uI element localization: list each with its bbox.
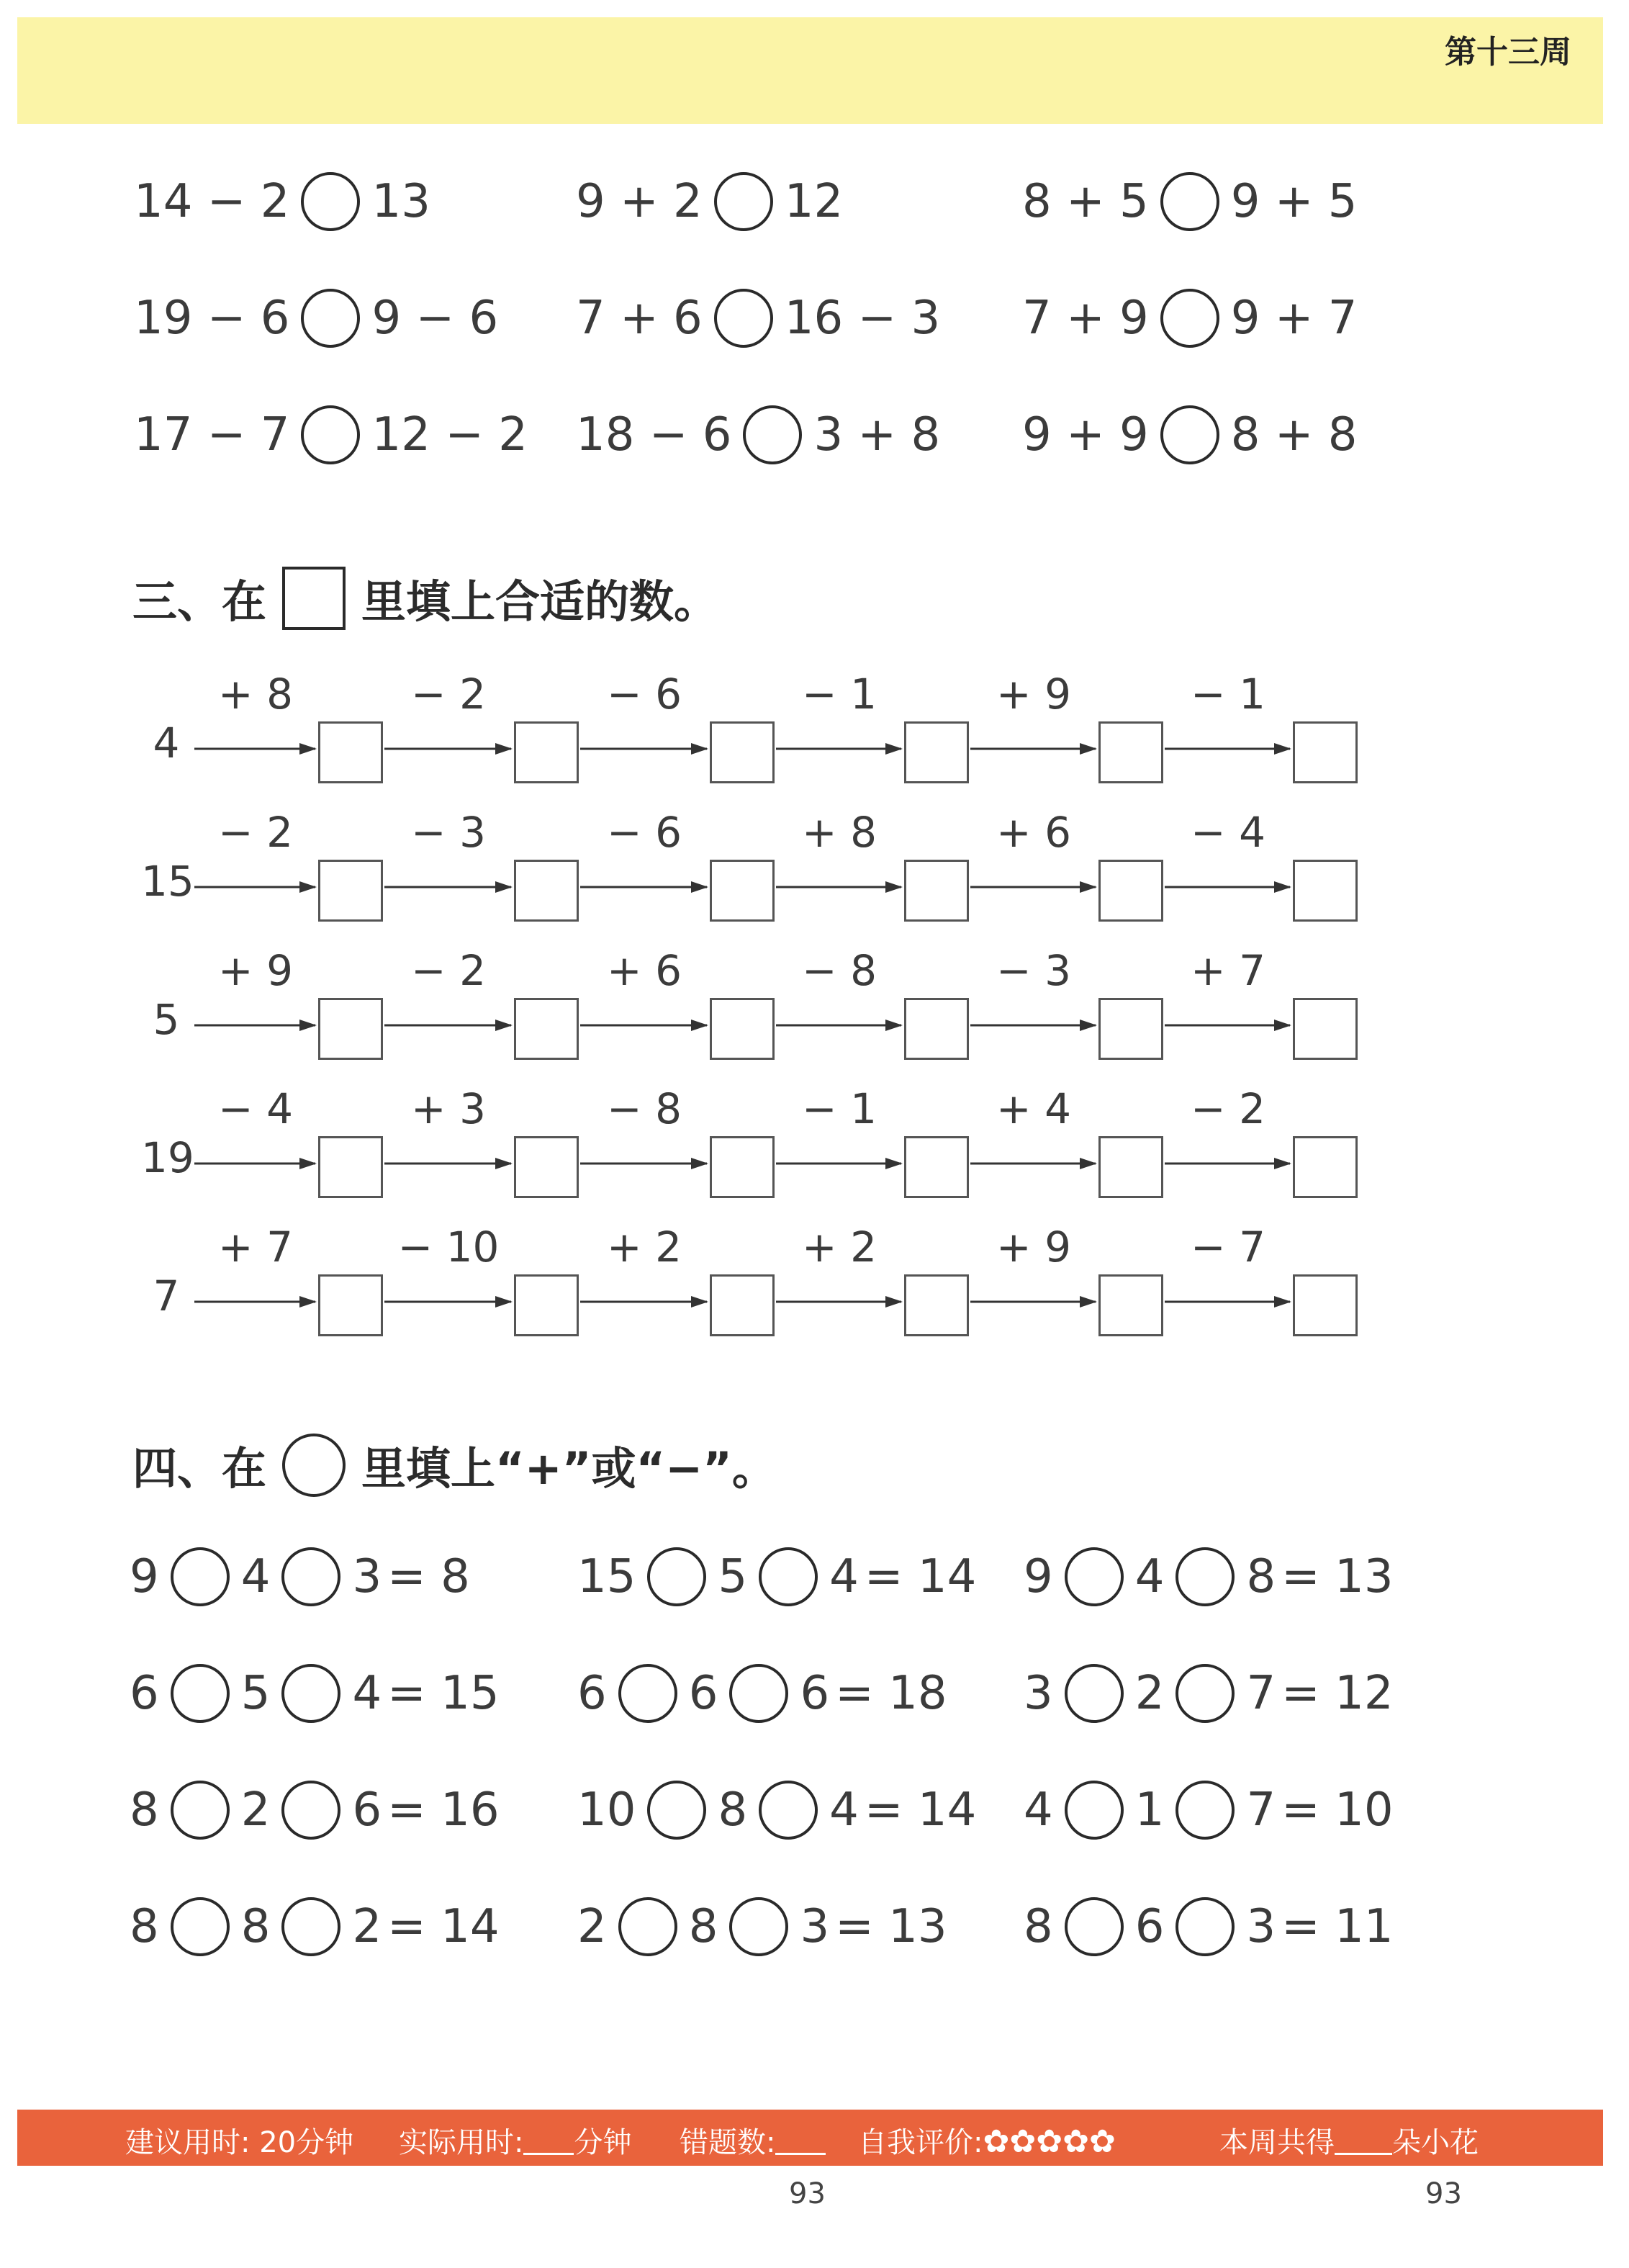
equation-result: = 14 xyxy=(864,1783,977,1837)
operator-circle[interactable] xyxy=(1065,1547,1124,1606)
chain-start-number: 15 xyxy=(141,857,194,906)
answer-box[interactable] xyxy=(710,1274,775,1336)
operator-circle[interactable] xyxy=(618,1664,677,1723)
section-3-title xyxy=(132,566,718,630)
answer-box[interactable] xyxy=(514,860,579,922)
answer-box[interactable] xyxy=(710,860,775,922)
compare-left: 14 − 2 xyxy=(134,175,290,228)
equation-number: 8 xyxy=(688,1900,718,1953)
operator-circle[interactable] xyxy=(1176,1897,1235,1956)
chain-operation: + 4 xyxy=(996,1084,1071,1133)
answer-box[interactable] xyxy=(1098,860,1163,922)
chain-operation: − 1 xyxy=(1191,670,1265,719)
chain-operation: − 10 xyxy=(397,1223,500,1272)
compare-left: 7 + 9 xyxy=(1022,292,1149,345)
operator-equation xyxy=(577,1774,976,1846)
equation-number: 15 xyxy=(577,1550,636,1603)
week-total-blank[interactable] xyxy=(1335,2153,1392,2155)
operator-circle[interactable] xyxy=(281,1897,340,1956)
equation-result: = 13 xyxy=(835,1900,947,1953)
arrow-right-icon xyxy=(969,878,1098,896)
circle-icon xyxy=(282,1434,346,1497)
arrow-right-icon xyxy=(193,1155,318,1172)
compare-item xyxy=(1022,166,1358,238)
operator-circle[interactable] xyxy=(1065,1664,1124,1723)
page-number-right: 93 xyxy=(1425,2177,1462,2210)
equation-number: 8 xyxy=(1024,1900,1053,1953)
equation-result: = 13 xyxy=(1281,1550,1394,1603)
chain-operation: + 7 xyxy=(218,1223,293,1272)
chain-operation: + 9 xyxy=(996,1223,1071,1272)
equation-number: 4 xyxy=(1024,1783,1053,1837)
compare-right: 13 xyxy=(371,175,430,228)
equation-result: = 11 xyxy=(1281,1900,1394,1953)
answer-box[interactable] xyxy=(1098,721,1163,783)
arrow-right-icon xyxy=(383,740,514,757)
operator-circle[interactable] xyxy=(647,1547,706,1606)
operator-circle[interactable] xyxy=(618,1897,677,1956)
arrow-right-icon xyxy=(1163,1017,1293,1034)
operator-circle[interactable] xyxy=(1176,1781,1235,1840)
arrow-right-icon xyxy=(775,1017,904,1034)
arrow-right-icon xyxy=(969,1155,1098,1172)
chain-operation: − 7 xyxy=(1191,1223,1265,1272)
chain-operation: − 3 xyxy=(996,946,1071,995)
equation-result: = 18 xyxy=(835,1667,947,1720)
answer-box[interactable] xyxy=(318,721,383,783)
compare-right: 12 xyxy=(784,175,844,228)
compare-right: 8 + 8 xyxy=(1230,408,1358,462)
arrow-right-icon xyxy=(193,878,318,896)
answer-box[interactable] xyxy=(1293,1136,1358,1198)
compare-item xyxy=(576,166,843,238)
compare-item xyxy=(576,399,940,471)
chain-operation: + 2 xyxy=(607,1223,682,1272)
operator-equation xyxy=(577,1657,947,1729)
week-total-unit: 朵小花 xyxy=(1392,2126,1479,2159)
answer-box[interactable] xyxy=(318,1274,383,1336)
chain-start-number: 7 xyxy=(153,1272,180,1320)
operator-equation xyxy=(130,1891,500,1963)
chain-start-number: 4 xyxy=(153,719,180,768)
answer-box[interactable] xyxy=(318,860,383,922)
chain-operation: − 8 xyxy=(607,1084,682,1133)
chain-operation: + 9 xyxy=(218,946,293,995)
operator-circle[interactable] xyxy=(1065,1897,1124,1956)
compare-item xyxy=(134,282,498,354)
answer-box[interactable] xyxy=(904,1274,969,1336)
answer-box[interactable] xyxy=(514,721,579,783)
number-chain xyxy=(0,1084,1629,1192)
answer-box[interactable] xyxy=(710,1136,775,1198)
actual-time xyxy=(399,2120,631,2161)
compare-right: 3 + 8 xyxy=(813,408,941,462)
actual-time-blank[interactable] xyxy=(523,2153,574,2155)
compare-circle[interactable] xyxy=(301,172,360,231)
equation-number: 2 xyxy=(240,1783,271,1837)
compare-left: 17 − 7 xyxy=(134,408,290,462)
operator-circle[interactable] xyxy=(647,1781,706,1840)
chain-operation: − 2 xyxy=(1191,1084,1265,1133)
equation-number: 2 xyxy=(352,1900,382,1953)
chain-operation: − 2 xyxy=(411,946,486,995)
header-band xyxy=(17,17,1603,124)
operator-circle[interactable] xyxy=(729,1897,788,1956)
answer-box[interactable] xyxy=(1293,860,1358,922)
chain-operation: − 1 xyxy=(802,1084,877,1133)
arrow-right-icon xyxy=(969,1293,1098,1310)
error-count-label: 错题数: xyxy=(680,2126,776,2159)
equation-number: 5 xyxy=(240,1667,271,1720)
answer-box[interactable] xyxy=(514,998,579,1060)
arrow-right-icon xyxy=(579,1293,710,1310)
equation-number: 2 xyxy=(1134,1667,1165,1720)
compare-circle[interactable] xyxy=(1160,405,1219,464)
arrow-right-icon xyxy=(193,1293,318,1310)
footer-bar xyxy=(17,2110,1603,2166)
arrow-right-icon xyxy=(193,740,318,757)
operator-circle[interactable] xyxy=(1176,1664,1235,1723)
self-evaluation-label: 自我评价: xyxy=(858,2126,983,2159)
compare-item xyxy=(134,166,430,238)
compare-left: 9 + 2 xyxy=(576,175,703,228)
compare-circle[interactable] xyxy=(1160,172,1219,231)
equation-result: = 8 xyxy=(387,1550,470,1603)
operator-equation xyxy=(1024,1891,1394,1963)
chain-operation: + 7 xyxy=(1191,946,1265,995)
answer-box[interactable] xyxy=(1098,1136,1163,1198)
compare-left: 9 + 9 xyxy=(1022,408,1149,462)
arrow-right-icon xyxy=(383,1293,514,1310)
arrow-right-icon xyxy=(579,878,710,896)
chain-operation: − 3 xyxy=(411,808,486,857)
answer-box[interactable] xyxy=(1098,998,1163,1060)
equation-number: 9 xyxy=(1024,1550,1053,1603)
answer-box[interactable] xyxy=(904,860,969,922)
chain-operation: − 6 xyxy=(607,808,682,857)
chain-operation: + 2 xyxy=(802,1223,877,1272)
week-total xyxy=(1219,2120,1479,2161)
arrow-right-icon xyxy=(579,1155,710,1172)
section-4-prefix: 四、在 xyxy=(132,1442,267,1495)
answer-box[interactable] xyxy=(1293,998,1358,1060)
chain-operation: + 8 xyxy=(802,808,877,857)
equation-number: 6 xyxy=(130,1667,159,1720)
actual-time-label: 实际用时: xyxy=(399,2126,524,2159)
flower-icon[interactable]: ✿✿✿✿✿ xyxy=(983,2123,1116,2160)
operator-equation xyxy=(1024,1541,1394,1613)
operator-circle[interactable] xyxy=(171,1547,230,1606)
compare-left: 8 + 5 xyxy=(1022,175,1149,228)
chain-operation: − 6 xyxy=(607,670,682,719)
equation-result: = 14 xyxy=(387,1900,500,1953)
square-box-icon xyxy=(282,567,346,630)
arrow-right-icon xyxy=(775,1293,904,1310)
equation-number: 4 xyxy=(352,1667,382,1720)
arrow-right-icon xyxy=(775,1155,904,1172)
equation-result: = 14 xyxy=(864,1550,977,1603)
answer-box[interactable] xyxy=(1293,1274,1358,1336)
operator-equation xyxy=(130,1657,500,1729)
chain-start-number: 19 xyxy=(141,1133,194,1182)
operator-circle[interactable] xyxy=(171,1664,230,1723)
answer-box[interactable] xyxy=(318,998,383,1060)
answer-box[interactable] xyxy=(904,1136,969,1198)
operator-equation xyxy=(577,1891,947,1963)
answer-box[interactable] xyxy=(514,1274,579,1336)
answer-box[interactable] xyxy=(1098,1274,1163,1336)
operator-equation xyxy=(577,1541,976,1613)
compare-left: 18 − 6 xyxy=(576,408,732,462)
equation-number: 2 xyxy=(577,1900,607,1953)
answer-box[interactable] xyxy=(904,721,969,783)
answer-box[interactable] xyxy=(904,998,969,1060)
operator-circle[interactable] xyxy=(171,1897,230,1956)
week-total-label: 本周共得 xyxy=(1219,2126,1335,2159)
equation-number: 4 xyxy=(240,1550,271,1603)
section-3-suffix: 里填上合适的数。 xyxy=(361,575,719,628)
equation-number: 4 xyxy=(829,1783,859,1837)
arrow-right-icon xyxy=(1163,1155,1293,1172)
number-chain xyxy=(0,808,1629,916)
equation-number: 5 xyxy=(718,1550,748,1603)
arrow-right-icon xyxy=(579,740,710,757)
arrow-right-icon xyxy=(1163,740,1293,757)
equation-number: 6 xyxy=(1134,1900,1165,1953)
section-4-suffix: 里填上“+”或“−”。 xyxy=(361,1442,777,1495)
equation-number: 3 xyxy=(1246,1900,1276,1953)
operator-equation xyxy=(130,1774,500,1846)
chain-operation: − 4 xyxy=(1191,808,1265,857)
equation-number: 6 xyxy=(688,1667,718,1720)
chain-operation: + 6 xyxy=(607,946,682,995)
equation-number: 4 xyxy=(829,1550,859,1603)
equation-number: 8 xyxy=(240,1900,271,1953)
equation-number: 3 xyxy=(1024,1667,1053,1720)
error-count-blank[interactable] xyxy=(775,2153,826,2155)
self-evaluation xyxy=(858,2120,1122,2161)
answer-box[interactable] xyxy=(710,721,775,783)
compare-circle[interactable] xyxy=(743,405,802,464)
number-chain xyxy=(0,670,1629,778)
equation-number: 3 xyxy=(352,1550,382,1603)
week-label: 第十三周 xyxy=(1445,34,1571,71)
arrow-right-icon xyxy=(193,1017,318,1034)
equation-number: 8 xyxy=(130,1783,159,1837)
answer-box[interactable] xyxy=(318,1136,383,1198)
operator-circle[interactable] xyxy=(1065,1781,1124,1840)
equation-result: = 10 xyxy=(1281,1783,1394,1837)
compare-item xyxy=(1022,282,1358,354)
arrow-right-icon xyxy=(969,1017,1098,1034)
number-chain xyxy=(0,946,1629,1054)
equation-number: 3 xyxy=(800,1900,830,1953)
compare-right: 9 + 7 xyxy=(1230,292,1358,345)
compare-circle[interactable] xyxy=(301,405,360,464)
compare-item xyxy=(1022,399,1358,471)
arrow-right-icon xyxy=(383,1017,514,1034)
chain-operation: + 6 xyxy=(996,808,1071,857)
operator-circle[interactable] xyxy=(171,1781,230,1840)
error-count xyxy=(680,2120,826,2161)
operator-circle[interactable] xyxy=(281,1781,340,1840)
chain-start-number: 5 xyxy=(153,995,180,1044)
suggested-time: 建议用时: 20分钟 xyxy=(125,2126,354,2159)
equation-number: 8 xyxy=(130,1900,159,1953)
chain-operation: + 9 xyxy=(996,670,1071,719)
compare-left: 7 + 6 xyxy=(576,292,703,345)
number-chain xyxy=(0,1223,1629,1331)
actual-time-unit: 分钟 xyxy=(574,2126,632,2159)
chain-operation: − 2 xyxy=(218,808,293,857)
operator-circle[interactable] xyxy=(759,1781,818,1840)
operator-equation xyxy=(1024,1657,1394,1729)
operator-circle[interactable] xyxy=(729,1664,788,1723)
compare-right: 12 − 2 xyxy=(371,408,528,462)
operator-circle[interactable] xyxy=(281,1547,340,1606)
arrow-right-icon xyxy=(383,1155,514,1172)
answer-box[interactable] xyxy=(514,1136,579,1198)
equation-result: = 12 xyxy=(1281,1667,1394,1720)
equation-number: 7 xyxy=(1246,1667,1276,1720)
equation-result: = 15 xyxy=(387,1667,500,1720)
compare-right: 9 − 6 xyxy=(371,292,499,345)
chain-operation: + 8 xyxy=(218,670,293,719)
chain-operation: + 3 xyxy=(411,1084,486,1133)
equation-number: 1 xyxy=(1134,1783,1165,1837)
arrow-right-icon xyxy=(1163,1293,1293,1310)
compare-circle[interactable] xyxy=(301,289,360,348)
answer-box[interactable] xyxy=(710,998,775,1060)
compare-circle[interactable] xyxy=(714,172,773,231)
compare-item xyxy=(134,399,528,471)
section-3-prefix: 三、在 xyxy=(132,575,267,628)
equation-number: 6 xyxy=(352,1783,382,1837)
equation-number: 4 xyxy=(1134,1550,1165,1603)
operator-equation xyxy=(1024,1774,1394,1846)
equation-number: 6 xyxy=(800,1667,830,1720)
equation-number: 8 xyxy=(718,1783,748,1837)
compare-item xyxy=(576,282,940,354)
arrow-right-icon xyxy=(1163,878,1293,896)
compare-circle[interactable] xyxy=(1160,289,1219,348)
operator-circle[interactable] xyxy=(759,1547,818,1606)
arrow-right-icon xyxy=(775,740,904,757)
equation-number: 10 xyxy=(577,1783,636,1837)
operator-circle[interactable] xyxy=(281,1664,340,1723)
arrow-right-icon xyxy=(775,878,904,896)
operator-circle[interactable] xyxy=(1176,1547,1235,1606)
arrow-right-icon xyxy=(383,878,514,896)
equation-number: 6 xyxy=(577,1667,607,1720)
chain-operation: − 1 xyxy=(802,670,877,719)
operator-equation xyxy=(130,1541,470,1613)
equation-number: 9 xyxy=(130,1550,159,1603)
arrow-right-icon xyxy=(579,1017,710,1034)
page-number-center: 93 xyxy=(789,2177,826,2210)
equation-result: = 16 xyxy=(387,1783,500,1837)
compare-circle[interactable] xyxy=(714,289,773,348)
equation-number: 8 xyxy=(1246,1550,1276,1603)
section-4-title xyxy=(132,1433,777,1497)
answer-box[interactable] xyxy=(1293,721,1358,783)
chain-operation: − 4 xyxy=(218,1084,293,1133)
equation-number: 7 xyxy=(1246,1783,1276,1837)
chain-operation: − 8 xyxy=(802,946,877,995)
compare-right: 16 − 3 xyxy=(784,292,941,345)
chain-operation: − 2 xyxy=(411,670,486,719)
arrow-right-icon xyxy=(969,740,1098,757)
compare-left: 19 − 6 xyxy=(134,292,290,345)
compare-right: 9 + 5 xyxy=(1230,175,1358,228)
